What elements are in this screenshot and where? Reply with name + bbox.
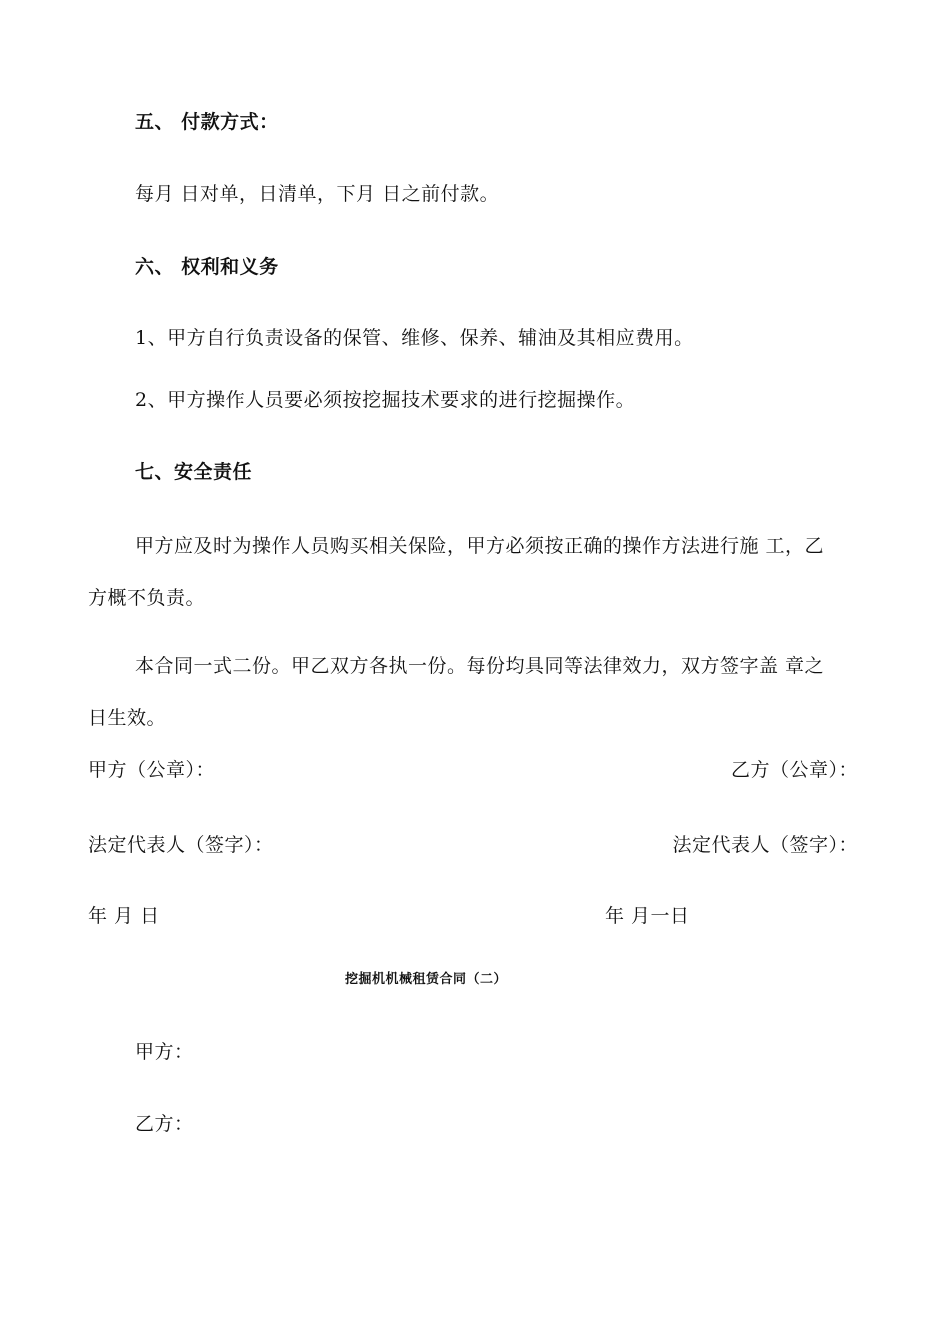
- section7-body-line2: 方概不负责。: [88, 587, 206, 609]
- contract2-title: 挖掘机机械租赁合同（二）: [345, 972, 508, 987]
- contract2-party-b-label: 乙方：: [135, 1113, 194, 1135]
- section7-heading: 七、安全责任: [135, 461, 253, 483]
- party-b-seal-label: 乙方（公章）：: [730, 759, 858, 781]
- closing-line1: 本合同一式二份。甲乙双方各执一份。每份均具同等法律效力，双方签字盖 章之: [135, 655, 825, 677]
- section7-body-line1: 甲方应及时为操作人员购买相关保险，甲方必须按正确的操作方法进行施 工，乙: [135, 535, 825, 557]
- party-a-date: 年 月 日: [88, 905, 160, 927]
- contract2-party-a-label: 甲方：: [135, 1041, 194, 1063]
- section6-item-2: 2、甲方操作人员要必须按挖掘技术要求的进行挖掘操作。: [135, 389, 636, 411]
- closing-line2: 日生效。: [88, 707, 167, 729]
- section6-heading: 六、 权利和义务: [135, 256, 279, 278]
- section5-body: 每月 日对单，日清单，下月 日之前付款。: [135, 183, 500, 205]
- party-b-date: 年 月一日: [605, 905, 690, 927]
- section6-item-1: 1、甲方自行负责设备的保管、维修、保养、辅油及其相应费用。: [135, 327, 694, 349]
- section5-heading: 五、 付款方式：: [135, 111, 279, 133]
- party-a-rep-label: 法定代表人（签字）：: [88, 834, 274, 856]
- party-b-rep-label: 法定代表人（签字）：: [672, 834, 858, 856]
- party-a-seal-label: 甲方（公章）：: [88, 759, 216, 781]
